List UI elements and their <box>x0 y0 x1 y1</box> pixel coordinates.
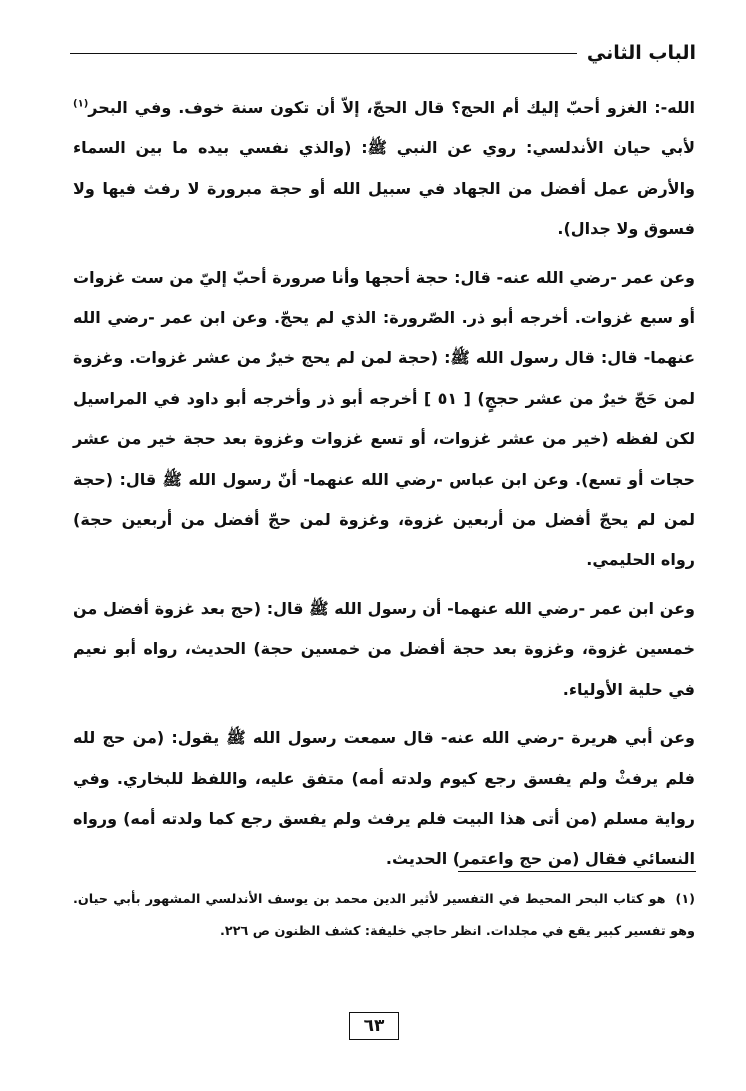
footnote-separator <box>458 871 696 872</box>
footnote <box>73 884 695 948</box>
footnote-reference: (١) <box>73 98 89 110</box>
main-text <box>73 88 695 880</box>
paragraph-1-text-b: لأبي حيان الأندلسي: روي عن النبي ﷺ: (والذي نفسي بيده ما بين السماء والأرض عمل أفضل من الجهاد في سبيل الله أو حجة مبرورة لا رفث فيها ولا فسوق ولا جدال). <box>73 138 695 239</box>
paragraph-1 <box>73 88 695 250</box>
footnote-text: هو كتاب البحر المحيط في التفسير لأثير الدين محمد بن يوسف الأندلسي المشهور بأبي حيان. وهو تفسير كبير يقع في مجلدات. انظر حاجي خليفة: كشف الظنون ص ٢٢٦. <box>73 892 695 939</box>
paragraph-2: وعن عمر -رضي الله عنه- قال: حجة أحجها وأنا صرورة أحبّ إليّ من ست غزوات أو سبع غزوات. أخرجه أبو ذر. الصّرورة: الذي لم يحجّ. وعن ابن عمر -رضي الله عنهما- قال: قال رسول الله ﷺ: (حجة لمن لم يحج خيرٌ من عشر غزوات. وغزوة لمن حَجّ خيرٌ من عشر حججٍ) [ ٥١ ] أخرجه أبو ذر وأخرجه أبو داود في المراسيل لكن لفظه (خير من عشر غزوات، أو تسع غزوات وغزوة بعد حجة خير من عشر حجات أو تسع). وعن ابن عباس -رضي الله عنهما- أنّ رسول الله ﷺ قال: (حجة لمن لم يحجّ أفضل من أربعين غزوة، وغزوة لمن حجّ أفضل من أربعين حجة) رواه الحليمي. <box>73 267 696 570</box>
running-header <box>70 42 696 64</box>
footnote-number: (١) <box>675 892 695 907</box>
paragraph-4: وعن أبي هريرة -رضي الله عنه- قال سمعت رسول الله ﷺ يقول: (من حج لله فلم يرفثْ ولم يفسق رجع كيوم ولدته أمه) متفق عليه، واللفظ للبخاري. وفي رواية مسلم (من أتى هذا البيت فلم يرفث ولم يفسق رجع كما ولدته أمه) ورواه النسائي فقال (من حج واعتمر) الحديث. <box>73 728 695 869</box>
paragraph-1-text-a: الله-: الغزو أحبّ إليك أم الحج؟ قال الحجّ، إلاّ أن تكون سنة خوف. وفي البحر <box>88 98 695 117</box>
header-rule <box>70 53 577 54</box>
chapter-title: الباب الثاني <box>586 42 696 64</box>
paragraph-3: وعن ابن عمر -رضي الله عنهما- أن رسول الله ﷺ قال: (حج بعد غزوة أفضل من خمسين غزوة، وغزوة بعد حجة أفضل من خمسين حجة) الحديث، رواه أبو نعيم في حلية الأولياء. <box>73 598 695 699</box>
page-number: ٦٣ <box>349 1012 399 1040</box>
